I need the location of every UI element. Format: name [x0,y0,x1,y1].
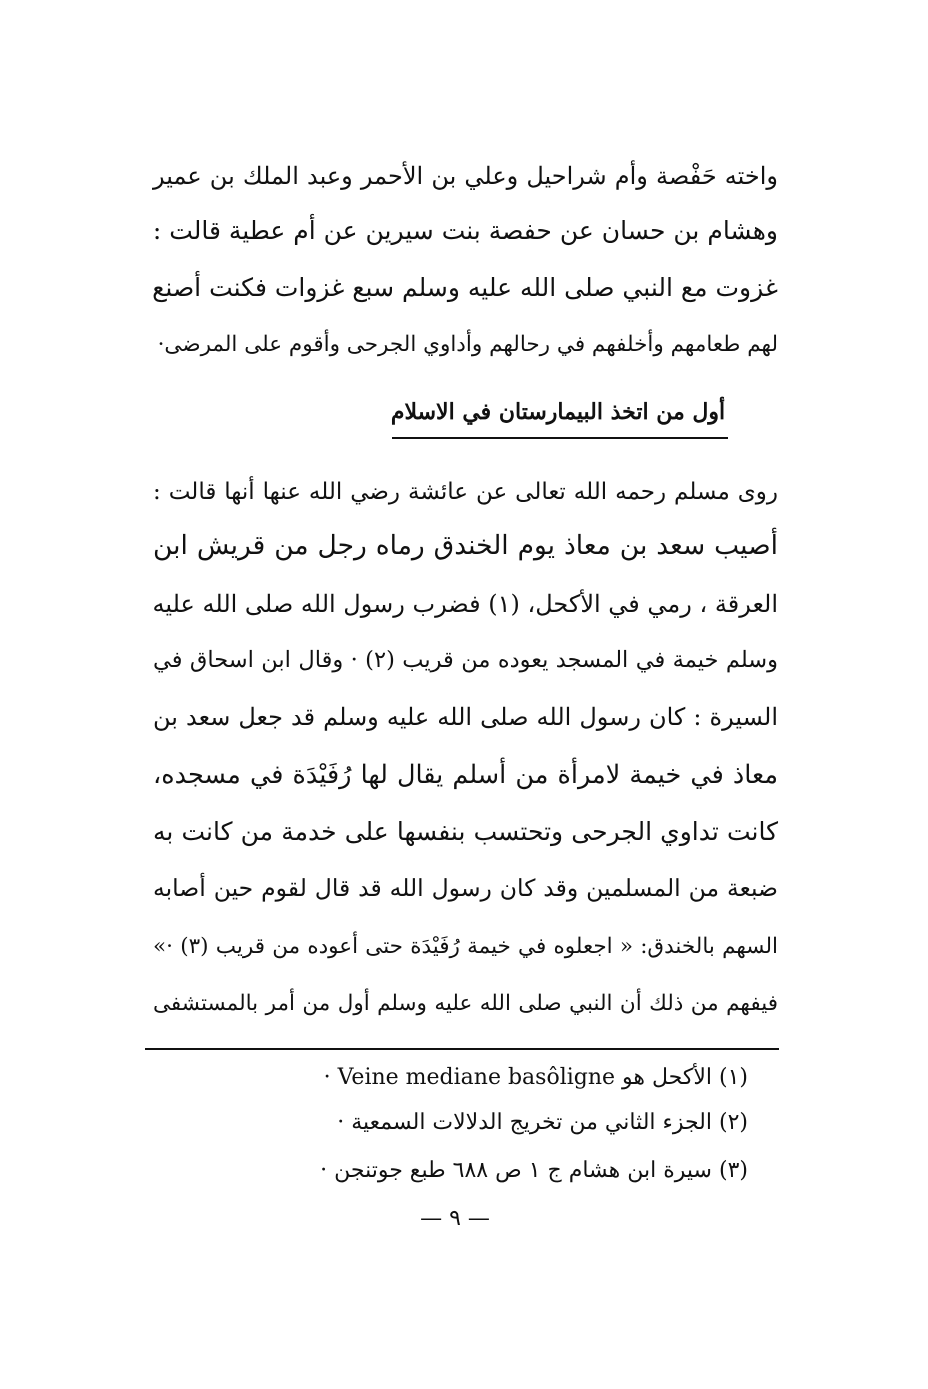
footnote-2: (٢) الجزء الثاني من تخريج الدلالات السمعية · [337,1110,748,1135]
footnote-3: (٣) سيرة ابن هشام ج ١ ص ٦٨٨ طبع جوتنجن · [320,1158,748,1183]
paragraph-2-line-9: السهم بالخندق: « اجعلوه في خيمة رُفَيْدَة حتى أعوده من قريب (٣) ·» [153,934,778,959]
paragraph-1-line-2: وهشام بن حسان عن حفصة بنت سيرين عن أم عطية قالت : [152,216,778,245]
section-title: أول من اتخذ البيمارستان في الاسلام [390,399,726,425]
footnote-1: (١) الأكحل هو Veine mediane basôligne · [323,1065,748,1090]
paragraph-2-line-6: معاذ في خيمة لامرأة من أسلم يقال لها رُفَيْدَة في مسجده، [153,760,778,790]
paragraph-1-line-4: لهم طعامهم وأخلفهم في رحالهم وأداوي الجرحى وأقوم على المرضى· [157,332,778,357]
page-number: — ٩ — [420,1206,490,1231]
footnote-divider [145,1048,779,1050]
paragraph-2-line-2: أصيب سعد بن معاذ يوم الخندق رماه رجل من قريش ابن [153,530,778,561]
paragraph-2-line-5: السيرة : كان رسول الله صلى الله عليه وسلم قد جعل سعد بن [153,703,778,731]
paragraph-2-line-4: وسلم خيمة في المسجد يعوده من قريب (٢) · وقال ابن اسحاق في [153,647,778,673]
paragraph-1-line-3: غزوت مع النبي صلى الله عليه وسلم سبع غزوات فكنت أصنع [152,273,778,302]
paragraph-2-line-3: العرقة ، رمي في الأكحل، (١) فضرب رسول الله صلى الله عليه [152,590,778,618]
paragraph-2-line-10: فيفهم من ذلك أن النبي صلى الله عليه وسلم أول من أمر بالمستشفى [153,991,778,1016]
paragraph-1-line-1: واخته حَفْصة وأم شراحيل وعلي بن الأحمر وعبد الملك بن عمير [153,162,778,190]
paragraph-2-line-1: روى مسلم رحمه الله تعالى عن عائشة رضي الله عنها أنها قالت : [153,479,778,505]
section-title-underline [392,437,728,439]
paragraph-2-line-7: كانت تداوي الجرحى وتحتسب بنفسها على خدمة من كانت به [153,817,778,846]
paragraph-2-line-8: ضبعة من المسلمين وقد كان رسول الله قد قال لقوم حين أصابه [153,874,778,902]
